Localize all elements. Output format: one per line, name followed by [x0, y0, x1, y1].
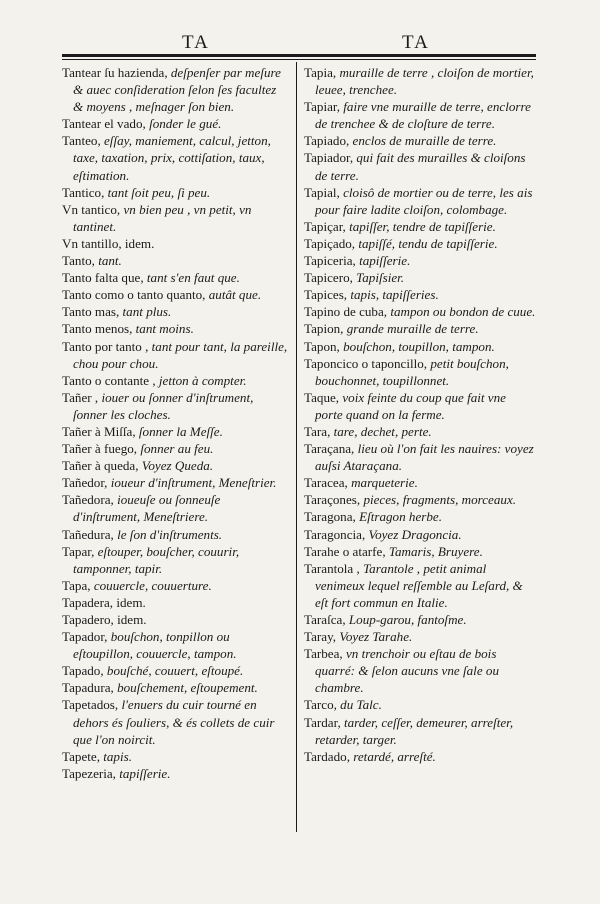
entry-definition: retardé, arreſté.: [353, 748, 436, 764]
dictionary-entry: [304, 338, 536, 355]
dictionary-entry: [62, 491, 288, 525]
dictionary-entry: [304, 645, 536, 696]
column-divider: [296, 62, 297, 832]
entry-headword: Tapado,: [62, 663, 107, 679]
dictionary-entry: [62, 696, 288, 747]
entry-headword: Tardar,: [304, 714, 344, 730]
dictionary-entry: [304, 98, 536, 132]
entry-definition: Tamaris, Bruyere.: [388, 543, 483, 559]
entry-headword: Tañedor,: [62, 475, 111, 491]
right-column: [304, 64, 536, 765]
entry-headword: Tañer à queda,: [62, 458, 142, 474]
entry-definition: vn trenchoir ou eſtau de bois quarré: & ſelon aucuns vne ſale ou chambre.: [315, 646, 500, 696]
dictionary-entry: [304, 320, 536, 337]
entry-headword: Tapetados,: [62, 697, 122, 713]
left-column: [62, 64, 288, 782]
entry-headword: Tapiado,: [304, 133, 353, 149]
entry-definition: deſpenſer par meſure & auec conſideration ſelon ſes facultez & moyens , meſnager ſon bien.: [73, 65, 281, 115]
dictionary-entry: [304, 269, 536, 286]
dictionary-entry: [62, 372, 288, 389]
dictionary-entry: [304, 389, 536, 423]
dictionary-entry: [62, 526, 288, 543]
entry-headword: Taponcico o taponcillo,: [304, 355, 431, 371]
dictionary-entry: [304, 132, 536, 149]
entry-headword: Tantear el vado,: [62, 116, 150, 132]
dictionary-entry: [62, 269, 288, 286]
dictionary-entry: [62, 389, 288, 423]
dictionary-entry: [304, 423, 536, 440]
entry-definition: bouſchement, eſtoupement.: [117, 680, 258, 696]
entry-definition: tare, dechet, perte.: [333, 423, 432, 439]
entry-headword: Tapiçado,: [304, 235, 359, 251]
entry-definition: cloisô de mortier ou de terre, les ais pour faire ladite cloiſon, colombage.: [315, 184, 533, 217]
dictionary-entry: [304, 526, 536, 543]
entry-headword: Tanto por tanto ,: [62, 338, 152, 354]
entry-headword: Tarahe o atarfe,: [304, 543, 389, 559]
entry-headword: Taracea,: [304, 475, 352, 491]
entry-definition: couuercle, couuerture.: [93, 577, 212, 593]
entry-definition: tant s'en faut que.: [146, 270, 240, 286]
dictionary-entry: [62, 611, 288, 628]
entry-headword: Tapiceria,: [304, 253, 360, 269]
entry-headword: Tardado,: [304, 748, 354, 764]
entry-headword: Tapadero, idem.: [62, 612, 147, 627]
entry-headword: Tanto mas,: [62, 304, 123, 320]
dictionary-entry: [62, 457, 288, 474]
entry-headword: Tapon,: [304, 338, 344, 354]
dictionary-entry: [62, 303, 288, 320]
entry-headword: Tarco,: [304, 697, 341, 713]
entry-definition: marqueterie.: [351, 475, 418, 491]
dictionary-entry: [62, 594, 288, 611]
entry-definition: tant plus.: [122, 304, 172, 320]
dictionary-entry: [62, 286, 288, 303]
entry-headword: Tañer ,: [62, 389, 102, 405]
entry-headword: Taray,: [304, 629, 340, 645]
dictionary-entry: [62, 628, 288, 662]
entry-definition: qui fait des murailles & cloiſons de terre.: [315, 150, 526, 183]
entry-headword: Tapiçar,: [304, 218, 350, 234]
entry-definition: iouer ou ſonner d'inſtrument, ſonner les cloches.: [73, 389, 254, 422]
running-header: [62, 28, 536, 54]
dictionary-entry: [304, 560, 536, 611]
dictionary-entry: [62, 679, 288, 696]
dictionary-entry: [304, 611, 536, 628]
entry-headword: Tapiador,: [304, 150, 357, 166]
entry-definition: Eſtragon herbe.: [359, 509, 442, 525]
entry-headword: Tapadera, idem.: [62, 594, 146, 610]
entry-headword: Tañer à Miſſa,: [62, 423, 139, 439]
entry-headword: Tapete,: [62, 748, 104, 764]
entry-headword: Tañedura,: [62, 526, 118, 542]
dictionary-entry: [62, 765, 288, 782]
entry-headword: Tanto o contante ,: [62, 372, 159, 388]
dictionary-entry: [304, 286, 536, 303]
entry-definition: eſtouper, bouſcher, couurir, tamponner, tapir.: [73, 543, 240, 576]
entry-headword: Taragona,: [304, 509, 360, 525]
entry-definition: tapis.: [103, 748, 132, 764]
entry-headword: Tarbea,: [304, 646, 346, 662]
entry-definition: tarder, ceſſer, demeurer, arreſter, retarder, targer.: [315, 714, 514, 747]
dictionary-entry: [62, 662, 288, 679]
entry-definition: bouſchon, tonpillon ou eſtoupillon, couuercle, tampon.: [73, 629, 237, 662]
entry-definition: Voyez Queda.: [141, 458, 214, 474]
dictionary-entry: [304, 235, 536, 252]
entry-headword: Tañer à fuego,: [62, 441, 141, 457]
dictionary-entry: [304, 355, 536, 389]
entry-definition: jetton à compter.: [158, 372, 247, 388]
entry-definition: bouſchon, toupillon, tampon.: [343, 338, 495, 354]
entry-definition: tant.: [98, 253, 122, 269]
entry-headword: Tapion,: [304, 321, 347, 337]
entry-definition: pieces, fragments, morceaux.: [363, 492, 517, 508]
entry-definition: tapiſſerie.: [119, 765, 171, 781]
dictionary-entry: [62, 252, 288, 269]
header-rule: [62, 54, 536, 57]
entry-definition: ioueur d'inſtrument, Meneſtrier.: [110, 475, 277, 491]
entry-definition: tapis, tapiſſeries.: [350, 287, 439, 303]
entry-definition: Voyez Dragoncia.: [368, 526, 462, 542]
dictionary-entry: [304, 543, 536, 560]
entry-headword: Vn tantico,: [62, 201, 124, 217]
entry-definition: faire vne muraille de terre, enclorre de trenchee & de cloſture de terre.: [315, 99, 531, 132]
entry-definition: ſonner au feu.: [140, 441, 214, 457]
entry-headword: Tapezeria,: [62, 765, 120, 781]
entry-definition: tant moins.: [135, 321, 194, 337]
entry-definition: lieu où l'on fait les nauires: voyez auſsi Ataraçana.: [315, 441, 534, 474]
entry-definition: Loup-garou, fantoſme.: [348, 612, 467, 627]
dictionary-entry: [304, 491, 536, 508]
entry-definition: Voyez Tarahe.: [339, 629, 413, 645]
entry-definition: grande muraille de terre.: [346, 321, 479, 337]
dictionary-entry: [62, 543, 288, 577]
entry-headword: Tapicero,: [304, 270, 357, 286]
dictionary-entry: [304, 696, 536, 713]
dictionary-entry: [304, 714, 536, 748]
entry-definition: ioueuſe ou ſonneuſe d'inſtrument, Meneſtriere.: [73, 492, 221, 525]
entry-headword: Tanto,: [62, 253, 99, 269]
dictionary-entry: [62, 577, 288, 594]
dictionary-entry: [304, 508, 536, 525]
entry-headword: Vn tantillo, idem.: [62, 235, 155, 251]
header-right: TA: [402, 32, 430, 53]
entry-definition: vn bien peu , vn petit, vn tantinet.: [73, 201, 252, 234]
entry-headword: Taraſca,: [304, 612, 349, 627]
entry-headword: Tapiar,: [304, 99, 344, 115]
entry-headword: Tara,: [304, 423, 334, 439]
entry-headword: Taraçones,: [304, 492, 364, 508]
entry-headword: Taque,: [304, 389, 343, 405]
entry-definition: voix feinte du coup que fait vne porte quand on la ferme.: [315, 389, 506, 422]
entry-headword: Tarantola ,: [304, 560, 364, 576]
dictionary-entry: [62, 132, 288, 183]
dictionary-entry: [62, 474, 288, 491]
entry-headword: Tantear ſu hazienda,: [62, 65, 171, 80]
dictionary-entry: [304, 184, 536, 218]
dictionary-entry: [304, 474, 536, 491]
entry-definition: ſonner la Meſſe.: [138, 423, 223, 439]
entry-definition: Tapiſsier.: [356, 270, 405, 286]
dictionary-entry: [62, 64, 288, 115]
entry-definition: Tarantole , petit animal venimeux lequel reſſemble au Leſard, & eſt fort commun en Italie.: [315, 560, 523, 610]
entry-definition: enclos de muraille de terre.: [352, 133, 497, 149]
entry-headword: Tanto menos,: [62, 321, 136, 337]
entry-definition: bouſché, couuert, eſtoupé.: [106, 663, 244, 679]
entry-definition: autât que.: [208, 287, 262, 303]
dictionary-entry: [304, 64, 536, 98]
entry-headword: Taraçana,: [304, 441, 358, 457]
entry-headword: Tapar,: [62, 543, 98, 559]
entry-headword: Tapador,: [62, 629, 111, 645]
entry-definition: muraille de terre , cloiſon de mortier, leuee, trenchee.: [315, 65, 534, 98]
entry-headword: Tapino de cuba,: [304, 304, 391, 320]
entry-definition: tant pour tant, la pareille, chou pour chou.: [73, 338, 288, 371]
entry-headword: Tapial,: [304, 184, 344, 200]
dictionary-entry: [62, 235, 288, 252]
entry-headword: Tañedora,: [62, 492, 118, 508]
entry-definition: tampon ou bondon de cuue.: [390, 304, 536, 320]
entry-definition: tapiſſé, tendu de tapiſſerie.: [358, 235, 498, 251]
entry-headword: Taragoncia,: [304, 526, 369, 542]
entry-definition: tapiſſer, tendre de tapiſſerie.: [349, 218, 496, 234]
entry-definition: petit bouſchon, bouchonnet, toupillonnet.: [315, 355, 509, 388]
dictionary-entry: [62, 748, 288, 765]
entry-definition: l'enuers du cuir tourné en dehors és ſouliers, & és collets de cuir que l'on noircit.: [73, 697, 275, 747]
dictionary-entry: [304, 149, 536, 183]
entry-definition: le ſon d'inſtruments.: [117, 526, 223, 542]
entry-definition: ſonder le gué.: [149, 116, 222, 132]
dictionary-entry: [304, 303, 536, 320]
entry-headword: Tanto como o tanto quanto,: [62, 287, 209, 303]
entry-headword: Tanteo,: [62, 133, 104, 149]
header-left: TA: [182, 32, 210, 53]
entry-definition: tapiſſerie.: [359, 253, 411, 269]
dictionary-entry: [304, 218, 536, 235]
entry-headword: Tapices,: [304, 287, 351, 303]
dictionary-entry: [62, 184, 288, 201]
dictionary-entry: [304, 252, 536, 269]
dictionary-entry: [62, 201, 288, 235]
entry-headword: Tapa,: [62, 577, 94, 593]
dictionary-entry: [62, 115, 288, 132]
entry-headword: Tantico,: [62, 184, 108, 200]
dictionary-entry: [304, 440, 536, 474]
dictionary-entry: [304, 748, 536, 765]
entry-headword: Tapia,: [304, 65, 340, 80]
dictionary-entry: [62, 440, 288, 457]
entry-headword: Tanto falta que,: [62, 270, 147, 286]
dictionary-entry: [62, 423, 288, 440]
entry-definition: tant ſoit peu, ſi peu.: [107, 184, 211, 200]
header-rule-thin: [62, 59, 536, 60]
entry-definition: du Talc.: [340, 697, 382, 713]
dictionary-entry: [62, 338, 288, 372]
entry-headword: Tapadura,: [62, 680, 118, 696]
dictionary-entry: [304, 628, 536, 645]
entry-definition: eſſay, maniement, calcul, jetton, taxe, taxation, prix, cottiſation, taux, eſtimation.: [73, 133, 271, 183]
dictionary-entry: [62, 320, 288, 337]
